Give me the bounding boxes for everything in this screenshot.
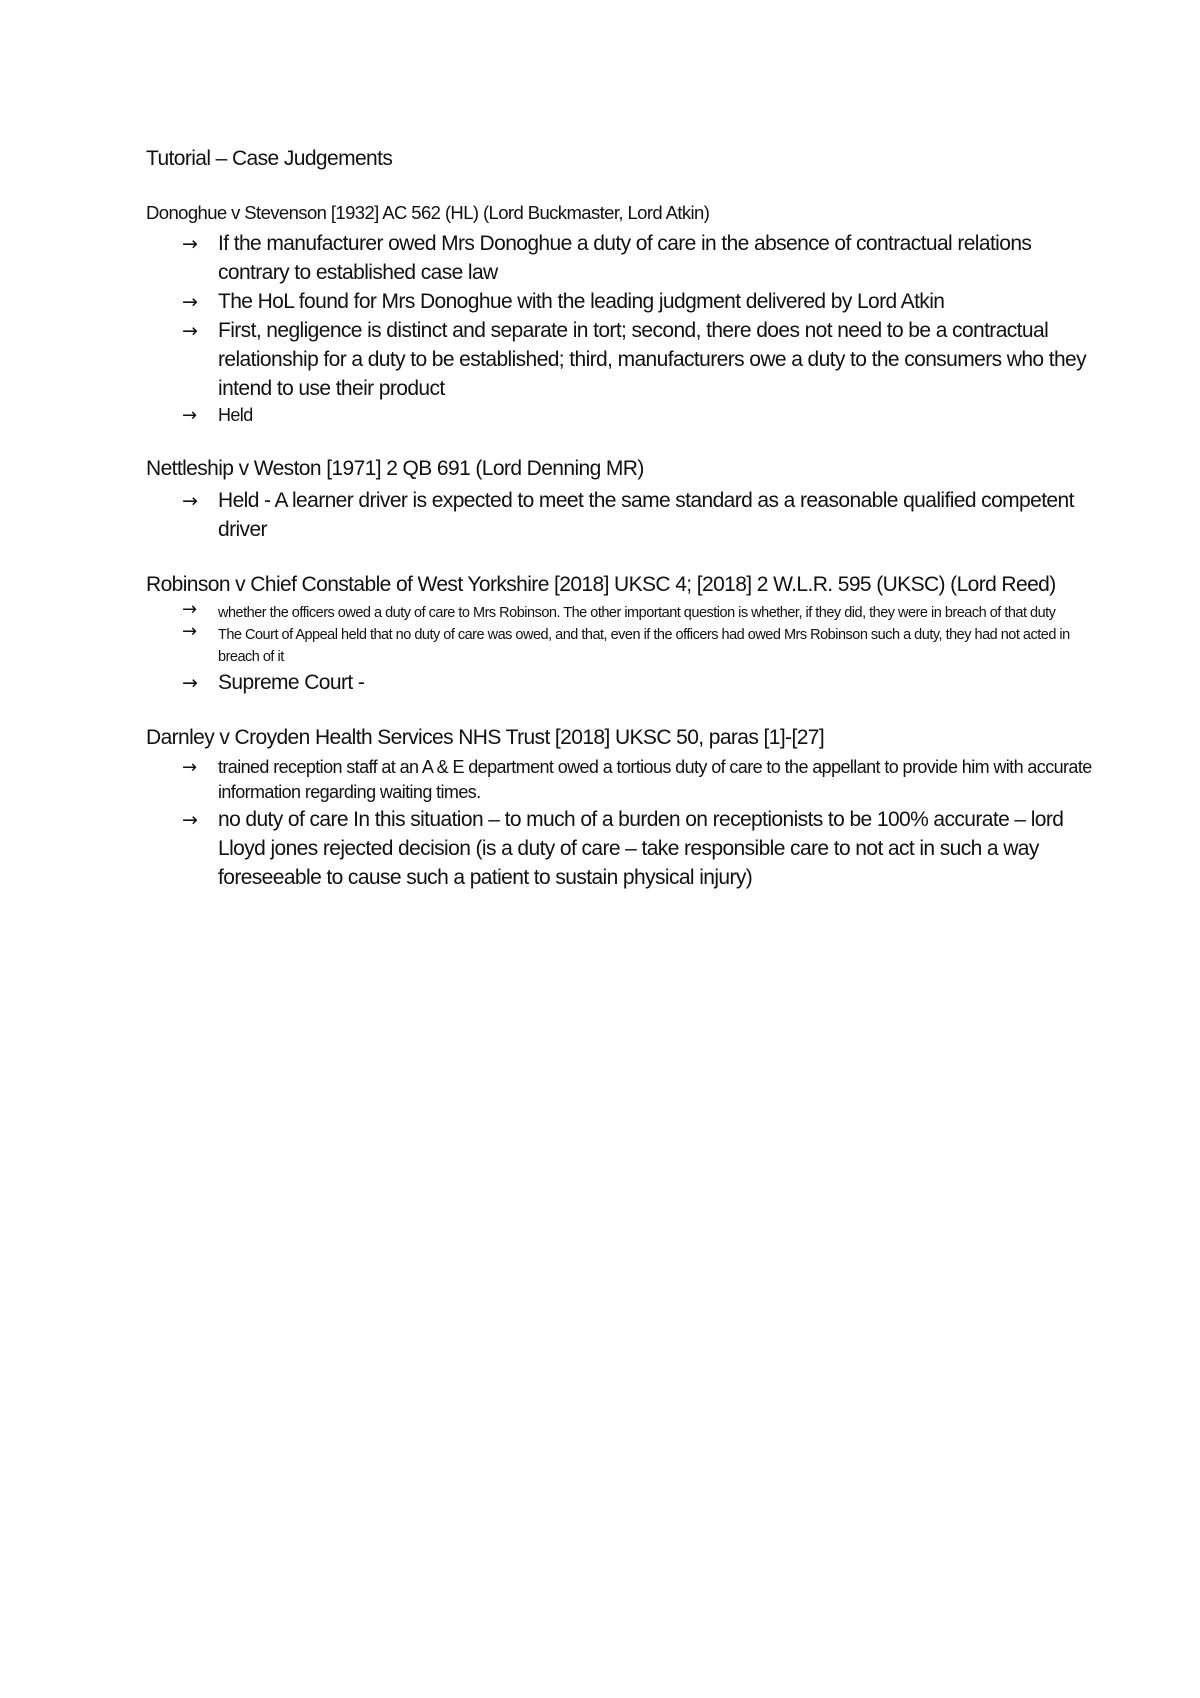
case-heading: Darnley v Croyden Health Services NHS Trust [2018] UKSC 50, paras [1]-[27] [146,726,825,749]
case-points [146,229,1096,428]
arrow-right-icon: → [182,757,198,778]
list-item [146,621,1096,668]
list-item-text: no duty of care In this situation – to much of a burden on receptionists to be 100% accurate – lord Lloyd jones rejected decision (is a duty of care – take responsible care to not act in such a way foreseeable to cause such a patient to sustain physical injury) [218,808,1064,889]
case-donoghue [146,199,1096,428]
list-item [146,486,1096,544]
list-item-text: The HoL found for Mrs Donoghue with the leading judgment delivered by Lord Atkin [218,290,945,313]
list-item [146,599,1096,624]
arrow-right-icon: → [182,599,198,620]
list-item [146,316,1096,403]
arrow-right-icon: → [182,291,198,313]
list-item-text: Supreme Court - [218,671,365,694]
list-item-text: Held - A learner driver is expected to meet the same standard as a reasonable qualified competent driver [218,489,1074,541]
list-item-text: whether the officers owed a duty of care to Mrs Robinson. The other important question is whether, if they did, they were in breach of that duty [218,605,1056,621]
list-item [146,668,1096,697]
list-item-text: First, negligence is distinct and separate in tort; second, there does not need to be a contractual relationship for a duty to be established; third, manufacturers owe a duty to the consumers who they intend to use their product [218,319,1087,400]
list-item-text: The Court of Appeal held that no duty of care was owed, and that, even if the officers had owed Mrs Robinson such a duty, they had not acted in breach of it [218,627,1070,665]
case-heading: Nettleship v Weston [1971] 2 QB 691 (Lord Denning MR) [146,457,644,480]
case-points [146,599,1096,697]
arrow-right-icon: → [182,320,198,342]
case-heading: Robinson v Chief Constable of West Yorkshire [2018] UKSC 4; [2018] 2 W.L.R. 595 (UKSC) (Lord Reed) [146,573,1056,596]
case-robinson [146,570,1096,697]
list-item-text: Held [218,405,253,425]
list-item-text: If the manufacturer owed Mrs Donoghue a duty of care in the absence of contractual relations contrary to established case law [218,232,1032,284]
arrow-right-icon: → [182,621,198,642]
arrow-right-icon: → [182,672,198,694]
list-item-text: trained reception staff at an A & E department owed a tortious duty of care to the appellant to provide him with accurate information regarding waiting times. [218,757,1092,802]
case-points [146,755,1096,892]
arrow-right-icon: → [182,490,198,512]
arrow-right-icon: → [182,405,198,426]
document-page [146,145,1096,918]
case-heading: Donoghue v Stevenson [1932] AC 562 (HL) (Lord Buckmaster, Lord Atkin) [146,202,710,223]
case-nettleship [146,454,1096,544]
list-item [146,287,1096,316]
page-title: Tutorial – Case Judgements [146,147,393,170]
list-item [146,805,1096,892]
case-darnley [146,723,1096,892]
case-points [146,486,1096,544]
list-item [146,229,1096,287]
list-item [146,755,1096,805]
list-item [146,403,1096,428]
arrow-right-icon: → [182,809,198,831]
arrow-right-icon: → [182,233,198,255]
